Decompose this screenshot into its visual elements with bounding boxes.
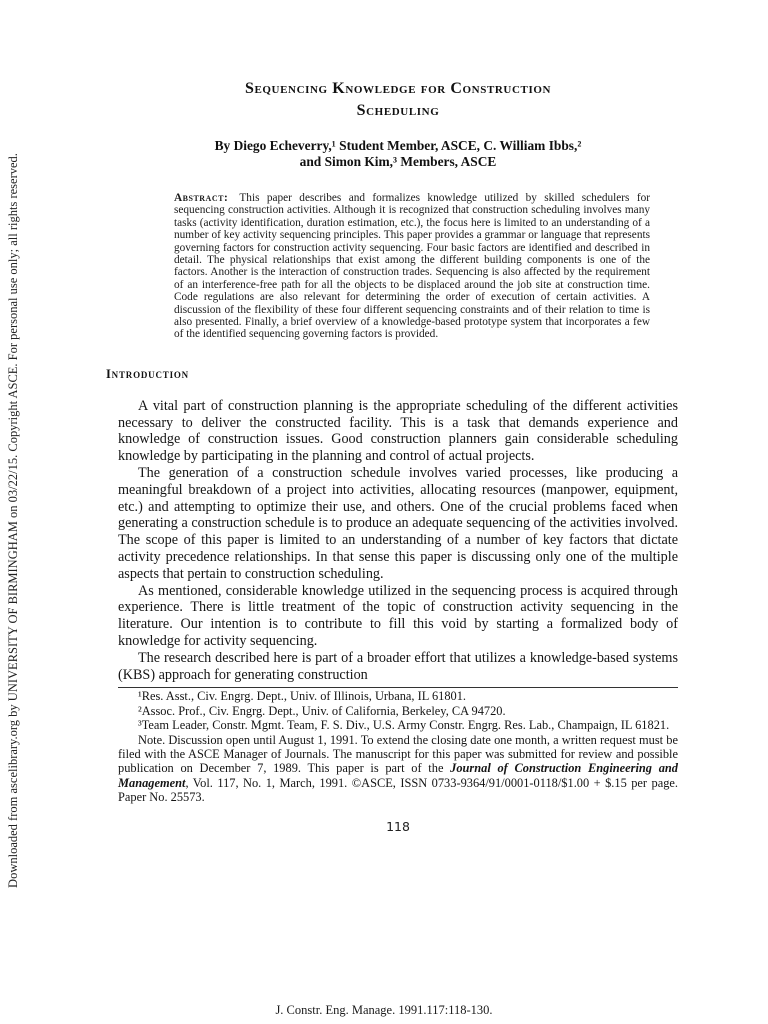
download-watermark-text: Downloaded from ascelibrary.org by UNIVERSITY OF BIRMINGHAM on 03/22/15. Copyright ASCE. For personal use only; all rights reserved.	[5, 152, 20, 888]
note-text-start: Note. Discussion open until August 1, 1991. To extend the closing date one month, a written request must be filed with the ASCE Manager of Journals. The manuscript for this paper was submitted for review and possible publication on December 7, 1989. This paper is part of the	[118, 732, 678, 776]
abstract-text: This paper describes and formalizes knowledge utilized by skilled schedulers for sequencing construction activities. Although it is recognized that construction scheduling involves many tasks (activity identification, duration estimation, etc.), the focus here is limited to an understanding of a number of key activity sequencing principles. This paper provides a grammar or language that represents governing factors for construction activity sequencing. Four basic factors are identified and described in detail. The physical relationships that exist among the different building components is one of the factors. Another is the interaction of construction trades. Sequencing is also affected by the requirement of an interference-free path for all the objects to be displaced around the job site at construction time. Code regulations are also relevant for determining the order of execution of certain activities. A discussion of the flexibility of these four different sequencing constraints and of their relation to time is also presented. Finally, a brief overview of a knowledge-based prototype system that incorporates a few of the identified sequencing governing factors is provided.	[174, 192, 650, 341]
footnote-divider	[118, 687, 678, 688]
section-heading-introduction: Introduction	[106, 366, 189, 381]
authors-line-1: By Diego Echeverry,¹ Student Member, ASCE, C. William Ibbs,²	[214, 138, 582, 153]
abstract-label: Abstract:	[174, 192, 229, 204]
footnote: ¹Res. Asst., Civ. Engrg. Dept., Univ. of Illinois, Urbana, IL 61801.	[138, 689, 467, 704]
page-number: 118	[386, 818, 410, 834]
paragraph: A vital part of construction planning is the appropriate scheduling of the different activities necessary to deliver the constructed facility. This is a task that demands experience and knowledge of construction issues. Good construction planners gain considerable scheduling knowledge by participating in the planning and control of actual projects.	[118, 397, 678, 465]
paragraph: The generation of a construction schedule involves varied processes, like producing a meaningful breakdown of a project into activities, allocating resources (manpower, equipment, etc.) and attempting to optimize their use, and others. One of the crucial problems faced when generating a construction schedule is to produce an adequate sequencing of the activities involved. The scope of this paper is limited to an understanding of a number of key factors that dictate activity precedence relationships. In that sense this paper is discussing only one of the multiple aspects that pertain to construction scheduling.	[118, 465, 678, 582]
abstract	[174, 192, 650, 341]
footnote: ³Team Leader, Constr. Mgmt. Team, F. S. Div., U.S. Army Constr. Engrg. Res. Lab., Champaign, IL 61821.	[138, 718, 670, 733]
authors-line-2: and Simon Kim,³ Members, ASCE	[299, 154, 497, 169]
footnote: ²Assoc. Prof., Civ. Engrg. Dept., Univ. of California, Berkeley, CA 94720.	[138, 703, 506, 718]
paragraph: As mentioned, considerable knowledge utilized in the sequencing process is acquired through experience. There is little treatment of the topic of construction activity sequencing in the literature. Our intention is to contribute to fill this void by starting a formalized body of knowledge for activity sequencing.	[118, 582, 678, 650]
paper-page	[106, 78, 678, 834]
download-watermark	[4, 140, 22, 900]
body-text	[118, 398, 678, 684]
citation-footer: J. Constr. Eng. Manage. 1991.117:118-130.	[275, 1003, 493, 1017]
title-line-2: Scheduling	[356, 102, 440, 119]
title-line-1: Sequencing Knowledge for Construction	[244, 80, 552, 97]
publication-note	[118, 733, 678, 805]
paper-title	[118, 78, 678, 122]
footnotes	[118, 689, 678, 804]
paragraph: The research described here is part of a broader effort that utilizes a knowledge-based systems (KBS) approach for generating construction	[118, 649, 678, 683]
note-text-end: , Vol. 117, No. 1, March, 1991. ©ASCE, ISSN 0733-9364/91/0001-0118/$1.00 + $.15 per page. Paper No. 25573.	[118, 775, 678, 805]
journal-name: Journal of Construction Engineering and Management	[118, 761, 678, 790]
author-list	[118, 138, 678, 170]
